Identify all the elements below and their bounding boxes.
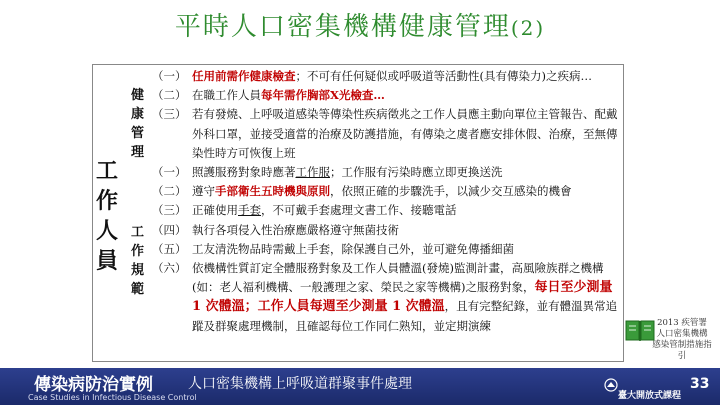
item-text-lead: 照護服務對象時應著 [192, 165, 296, 180]
item-text: 工友清洗物品時需戴上手套，除保護自己外，並可避免傳播細菌 [192, 241, 514, 256]
university-logo-icon [604, 378, 618, 392]
item-marker: （六） [152, 261, 187, 276]
item-text-rest: ；工作服有污染時應立即更換送洗 [330, 165, 503, 180]
item-list [152, 67, 622, 336]
item-marker: （一） [152, 69, 187, 83]
work-char: 作 [131, 244, 145, 259]
work-char: 工 [131, 225, 145, 240]
work-char: 範 [131, 282, 145, 297]
item-text-lead: 遵守 [192, 184, 215, 199]
item-emphasis: 每日至少測量 1 次體溫；工作人員每週至少測量 1 次體溫 [192, 280, 613, 315]
item-text [192, 163, 622, 182]
page-number: 33 [690, 376, 710, 392]
health-item [152, 67, 622, 86]
work-rules-label [131, 223, 144, 299]
item-text-lead: 正確使用 [192, 203, 238, 218]
work-item [152, 221, 622, 240]
work-item [152, 201, 622, 220]
work-item [152, 182, 622, 201]
item-text: 執行各項侵入性治療應嚴格遵守無菌技術 [192, 222, 399, 237]
reference-line: 感染管制措施指引 [652, 340, 712, 361]
health-char: 康 [131, 107, 145, 122]
reference-line: 人口密集機構 [656, 329, 708, 339]
item-marker: （二） [152, 88, 187, 103]
item-text-rest: ，且有完整紀錄，並有體溫異常追蹤及群聚處理機制，且確認每位工作同仁熟知，並定期演練 [192, 299, 618, 333]
item-emphasis: 每年需作胸部X光檢查… [261, 88, 385, 103]
item-text-lead: 在職工作人員 [192, 88, 261, 103]
work-item [152, 163, 622, 182]
item-text [192, 259, 622, 336]
page-title [0, 6, 720, 43]
health-char: 健 [131, 88, 145, 103]
reference-note [650, 318, 714, 362]
work-char: 規 [131, 263, 145, 278]
health-char: 管 [131, 126, 145, 141]
title-number: (2) [510, 16, 546, 40]
staff-label [96, 156, 118, 276]
item-emphasis: 任用前需作健康檢查 [192, 69, 296, 83]
health-char: 理 [131, 145, 145, 160]
staff-char: 作 [96, 188, 119, 214]
item-text-rest: ；不可有任何疑似或呼吸道等活動性(具有傳染力)之疾病… [295, 69, 592, 83]
item-marker: （四） [152, 222, 187, 237]
item-text [192, 67, 622, 86]
item-marker: （三） [152, 203, 187, 218]
course-title: 傳染病防治實例 [34, 375, 153, 395]
item-text-rest: ，不可戴手套處理文書工作、接聽電話 [261, 203, 457, 218]
org-name: 臺大開放式課程 [618, 391, 682, 401]
item-underline: 工作服 [295, 165, 330, 180]
health-item [152, 105, 622, 163]
course-subtitle: 人口密集機構上呼吸道群聚事件處理 [188, 376, 412, 392]
item-emphasis: 手部衛生五時機與原則 [215, 184, 330, 199]
item-text-lead: 依機構性質訂定全體服務對象及工作人員體溫(發燒)監測計畫，高風險族群之機構(如：老人福利機構、一般護理之家、榮民之家等機構)之服務對象， [192, 261, 604, 295]
item-text: 若有發燒、上呼吸道感染等傳染性疾病徵兆之工作人員應主動向單位主管報告、配戴外科口罩，並接受適當的治療及防護措施，有傳染之虞者應安排休假、治療，至無傳染性時方可恢復上班 [192, 107, 618, 160]
work-item [152, 240, 622, 259]
item-marker: （二） [152, 184, 187, 199]
work-item [152, 259, 622, 336]
health-item [152, 86, 622, 105]
item-marker: （五） [152, 241, 187, 256]
staff-char: 員 [96, 248, 119, 274]
item-text [192, 201, 622, 220]
staff-char: 工 [96, 158, 119, 184]
health-mgmt-label [131, 86, 144, 162]
staff-char: 人 [96, 218, 119, 244]
item-text [192, 86, 622, 105]
item-text [192, 182, 622, 201]
item-underline: 手套 [238, 203, 261, 218]
item-marker: （一） [152, 165, 187, 180]
reference-line: 2013 疾管署 [657, 318, 707, 328]
item-marker: （三） [152, 107, 187, 122]
course-english-title: Case Studies in Infectious Disease Control [28, 393, 197, 402]
item-text-rest: ，依照正確的步驟洗手，以減少交互感染的機會 [330, 184, 572, 199]
title-main: 平時人口密集機構健康管理 [174, 12, 511, 42]
